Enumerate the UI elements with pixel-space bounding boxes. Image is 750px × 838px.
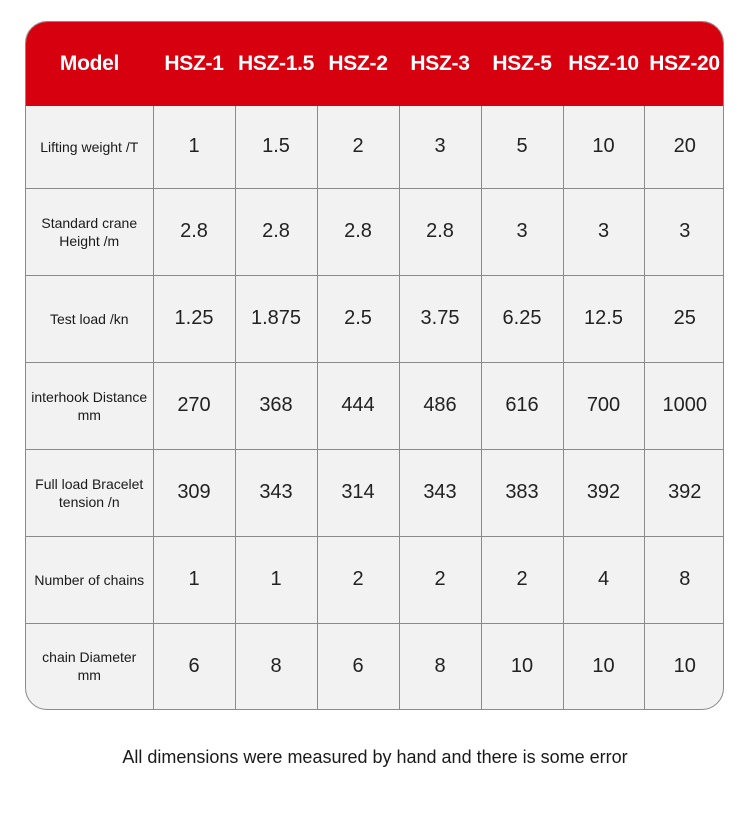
table-row [26, 449, 724, 536]
table-cell: 343 [399, 449, 481, 536]
table-cell: 2.8 [235, 188, 317, 275]
table-cell: 2 [317, 106, 399, 188]
table-cell: 1 [235, 536, 317, 623]
table-cell: 3.75 [399, 275, 481, 362]
table-cell: 368 [235, 362, 317, 449]
table-row [26, 362, 724, 449]
table-cell: 1 [153, 106, 235, 188]
row-label: interhook Distance mm [26, 362, 153, 449]
table-cell: 2.5 [317, 275, 399, 362]
model-column-header: HSZ-10 [568, 52, 639, 75]
table-row [26, 275, 724, 362]
table-cell: 392 [563, 449, 644, 536]
table-cell: 383 [481, 449, 563, 536]
footnote: All dimensions were measured by hand and there is some error [122, 747, 628, 767]
table-cell: 10 [481, 623, 563, 709]
row-label: chain Diameter mm [26, 623, 153, 709]
spec-table-container [25, 21, 724, 710]
table-cell: 1 [153, 536, 235, 623]
table-row [26, 623, 724, 709]
table-cell: 2.8 [317, 188, 399, 275]
table-cell: 2 [481, 536, 563, 623]
row-label: Number of chains [26, 536, 153, 623]
table-cell: 10 [644, 623, 724, 709]
table-row [26, 106, 724, 188]
table-cell: 6 [317, 623, 399, 709]
model-column-header: HSZ-2 [328, 52, 388, 75]
table-cell: 2.8 [153, 188, 235, 275]
table-cell: 10 [563, 623, 644, 709]
table-cell: 3 [399, 106, 481, 188]
table-cell: 444 [317, 362, 399, 449]
table-cell: 5 [481, 106, 563, 188]
model-column-header: HSZ-20 [649, 52, 720, 75]
table-cell: 2.8 [399, 188, 481, 275]
table-cell: 2 [399, 536, 481, 623]
model-column-header: HSZ-3 [410, 52, 470, 75]
table-cell: 3 [563, 188, 644, 275]
table-cell: 314 [317, 449, 399, 536]
table-cell: 616 [481, 362, 563, 449]
table-cell: 6.25 [481, 275, 563, 362]
table-cell: 343 [235, 449, 317, 536]
table-cell: 486 [399, 362, 481, 449]
row-label: Test load /kn [26, 275, 153, 362]
table-cell: 10 [563, 106, 644, 188]
row-label: Lifting weight /T [26, 106, 153, 188]
table-cell: 392 [644, 449, 724, 536]
table-cell: 1.25 [153, 275, 235, 362]
model-column-header: HSZ-1 [164, 52, 224, 75]
table-cell: 8 [235, 623, 317, 709]
table-cell: 700 [563, 362, 644, 449]
model-header: Model [59, 52, 120, 75]
table-cell: 12.5 [563, 275, 644, 362]
table-cell: 309 [153, 449, 235, 536]
model-column-header: HSZ-5 [492, 52, 552, 75]
row-label: Standard crane Height /m [26, 188, 153, 275]
row-label: Full load Bracelet tension /n [26, 449, 153, 536]
table-row [26, 536, 724, 623]
table-cell: 270 [153, 362, 235, 449]
table-row [26, 188, 724, 275]
table-cell: 8 [399, 623, 481, 709]
table-cell: 3 [481, 188, 563, 275]
table-cell: 1.875 [235, 275, 317, 362]
table-cell: 1.5 [235, 106, 317, 188]
table-cell: 25 [644, 275, 724, 362]
table-cell: 6 [153, 623, 235, 709]
model-column-header: HSZ-1.5 [237, 52, 315, 75]
table-cell: 2 [317, 536, 399, 623]
header-row [26, 22, 724, 106]
table-cell: 8 [644, 536, 724, 623]
table-cell: 3 [644, 188, 724, 275]
table-cell: 20 [644, 106, 724, 188]
spec-table [26, 22, 724, 709]
table-cell: 4 [563, 536, 644, 623]
table-cell: 1000 [644, 362, 724, 449]
